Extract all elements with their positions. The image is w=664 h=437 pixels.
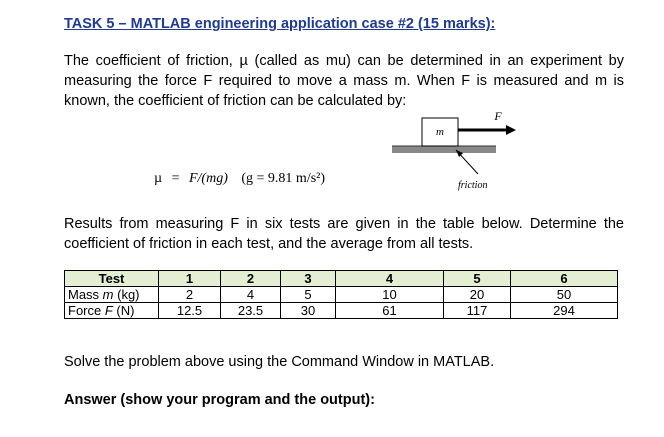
table-header-cell: 3 [281, 271, 336, 287]
formula-gravity-note: (g = 9.81 m/s²) [241, 171, 326, 186]
intro-paragraph [64, 51, 624, 111]
friction-label: friction [458, 180, 488, 191]
table-header-cell: 2 [221, 271, 281, 287]
table-row-force [65, 303, 618, 319]
mass-label-var: m [102, 287, 114, 302]
solve-instruction: Solve the problem above using the Command Window in MATLAB. [64, 354, 495, 370]
table-cell: 117 [444, 303, 511, 319]
formula-expression: F/(mg) [188, 171, 228, 186]
mu-symbol: µ [154, 171, 163, 186]
table-cell: 294 [511, 303, 618, 319]
table-cell: 50 [511, 287, 618, 303]
ground-surface [392, 146, 496, 153]
force-arrowhead [506, 125, 516, 135]
force-label-suffix: (N) [112, 303, 135, 318]
table-header-cell: 1 [159, 271, 221, 287]
mass-row-label [65, 287, 159, 303]
table-cell: 61 [336, 303, 444, 319]
mass-label-prefix: Mass [68, 287, 103, 302]
table-cell: 20 [444, 287, 511, 303]
mass-label-suffix: (kg) [113, 287, 140, 302]
table-cell: 12.5 [159, 303, 221, 319]
formula-equals: = [171, 171, 180, 186]
table-row-mass [65, 287, 618, 303]
mass-label: m [436, 126, 444, 138]
task-title: TASK 5 – MATLAB engineering application case #2 (15 marks): [64, 16, 496, 32]
table-cell: 5 [281, 287, 336, 303]
force-label-prefix: Force [68, 303, 105, 318]
table-header-row [65, 271, 618, 287]
table-cell: 10 [336, 287, 444, 303]
intro-text: The coefficient of friction, µ (called as mu) can be determined in an experiment by measuring the force F required to move a mass m. When F is measured and m is known, the coefficient of friction can be calculated by: [64, 53, 624, 109]
table-header-cell: 6 [511, 271, 618, 287]
table-header-cell: 5 [444, 271, 511, 287]
force-label-var: F [104, 303, 113, 318]
answer-prompt: Answer (show your program and the output): [64, 392, 375, 408]
table-cell: 30 [281, 303, 336, 319]
friction-diagram [388, 104, 516, 192]
test-results-table [64, 270, 618, 319]
force-label: F [494, 109, 502, 123]
table-header-cell: 4 [336, 271, 444, 287]
table-header-label: Test [65, 271, 159, 287]
table-cell: 2 [159, 287, 221, 303]
table-cell: 4 [221, 287, 281, 303]
table-cell: 23.5 [221, 303, 281, 319]
force-row-label [65, 303, 159, 319]
friction-formula [154, 171, 325, 187]
results-paragraph: Results from measuring F in six tests are given in the table below. Determine the coefficient of friction in each test, and the average from all tests. [64, 216, 624, 252]
